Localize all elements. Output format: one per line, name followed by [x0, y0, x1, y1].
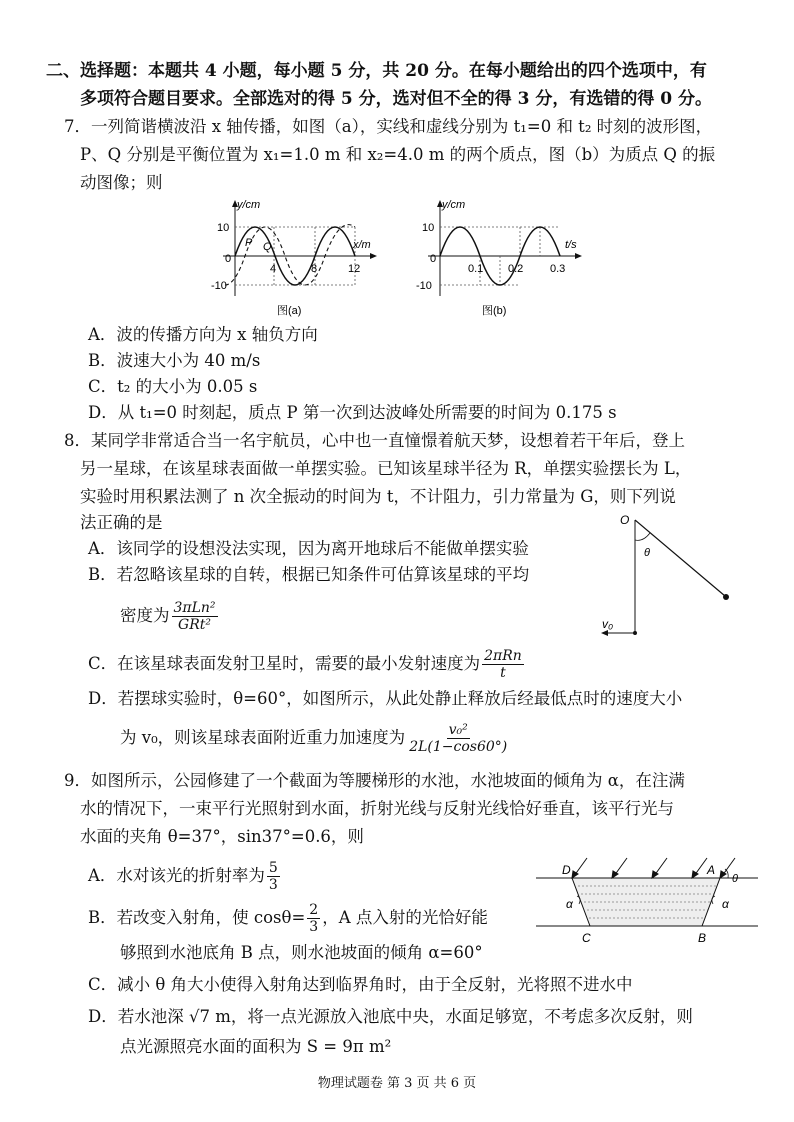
- q7b-xlabel: t/s: [565, 239, 577, 251]
- q9-stem-line1: 9．如图所示，公园修建了一个截面为等腰梯形的水池，水池坡面的倾角为 α，在注满: [64, 771, 685, 790]
- q7-stem-line1: 7．一列简谐横波沿 x 轴传播，如图（a），实线和虚线分别为 t₁=0 和 t₂ 时刻的波形图，: [64, 117, 713, 136]
- q9-label-alpha-left: α: [566, 897, 573, 911]
- q8-option-d-fraction: [407, 722, 509, 755]
- q7b-tick-10: 10: [422, 222, 435, 234]
- q7a-tick-0: 0: [225, 253, 232, 265]
- q7-option-b: B．波速大小为 40 m/s: [88, 351, 261, 370]
- q7-figure-b: [410, 196, 585, 321]
- q7a-dashed-wave: [225, 225, 355, 285]
- q9-stem-line3: 水面的夹角 θ=37°，sin37°=0.6，则: [80, 827, 364, 846]
- q8-stem-line1: 8．某同学非常适合当一名宇航员，心中也一直憧憬着航天梦，设想着若干年后，登上: [64, 431, 685, 450]
- q7a-tick-12: 12: [348, 263, 361, 275]
- q8-option-b: B．若忽略该星球的自转，根据已知条件可估算该星球的平均: [88, 565, 530, 584]
- q9-label-b: B: [698, 931, 707, 945]
- q7-stem-line2: P、Q 分别是平衡位置为 x₁=1.0 m 和 x₂=4.0 m 的两个质点，图（b）为质点 Q 的振: [80, 145, 716, 164]
- q7b-tick-03: 0.3: [550, 263, 566, 275]
- q8-option-b-den: GRt²: [178, 617, 211, 633]
- q8-stem-line4: 法正确的是: [80, 513, 163, 532]
- q7-stem-line3: 动图像；则: [80, 173, 163, 192]
- q8-option-d-text: 为 v₀，则该星球表面附近重力加速度为: [120, 728, 406, 747]
- q9-option-d-line2: 点光源照亮水面的面积为 S = 9π m²: [120, 1037, 392, 1056]
- q8-option-a: A．该同学的设想没法实现，因为离开地球后不能做单摆实验: [88, 539, 529, 558]
- q8-option-d: D．若摆球实验时，θ=60°，如图所示，从此处静止释放后经最低点时的速度大小: [88, 689, 683, 708]
- q8-option-d-num: v₀²: [448, 722, 468, 738]
- q8-option-c-fraction: [482, 648, 524, 681]
- q9-option-b-line2: 够照到水池底角 B 点，则水池坡面的倾角 α=60°: [120, 943, 483, 962]
- q7a-tick-4: 4: [270, 263, 277, 275]
- q9-option-b-num: 2: [309, 902, 319, 918]
- q7b-tick-02: 0.2: [508, 263, 524, 275]
- q8-label-theta: θ: [644, 547, 650, 559]
- q9-option-b-fraction: [307, 902, 320, 935]
- page-footer: 物理试题卷 第 3 页 共 6 页: [317, 1076, 477, 1091]
- q8-option-c-text: C．在该星球表面发射卫星时，需要的最小发射速度为: [88, 654, 481, 673]
- q9-option-c: C．减小 θ 角大小使得入射角达到临界角时，由于全反射，光将照不进水中: [88, 975, 633, 994]
- q8-option-c-num: 2πRn: [484, 648, 522, 664]
- q8-pendulum-figure: [590, 508, 760, 643]
- q8-option-d-den: 2L(1−cos60°): [409, 739, 508, 755]
- q9-option-a-text: A．水对该光的折射率为: [88, 866, 265, 885]
- q9-option-a: [88, 856, 282, 896]
- q9-option-b-den: 3: [309, 919, 319, 935]
- q7-option-c: C．t₂ 的大小为 0.05 s: [88, 377, 258, 396]
- q9-stem-line2: 水的情况下，一束平行光照射到水面，折射光线与反射光线恰好垂直，该平行光与: [80, 799, 674, 818]
- q7a-caption: 图(a): [277, 305, 302, 317]
- q8-option-b-fraction: [172, 600, 218, 633]
- q8-stem-line2: 另一星球，在该星球表面做一单摆实验。已知该星球半径为 R，单摆实验摆长为 L，: [80, 459, 692, 478]
- q7b-tick-01: 0.1: [468, 263, 484, 275]
- q9-label-theta: θ: [732, 873, 738, 885]
- q9-label-c: C: [582, 931, 591, 945]
- q9-option-d: D．若水池深 √7 m，将一点光源放入池底中央，水面足够宽，不考虑多次反射，则: [88, 1007, 693, 1026]
- q9-pool-figure: [532, 852, 762, 952]
- q7b-tick-0: 0: [430, 253, 437, 265]
- q7b-ylabel: y/cm: [442, 199, 466, 211]
- section-heading-line2: 多项符合题目要求。全部选对的得 5 分，选对但不全的得 3 分，有选错的得 0 分。: [80, 89, 712, 109]
- q9-option-a-fraction: [267, 860, 280, 893]
- q7-option-a: A．波的传播方向为 x 轴负方向: [88, 325, 318, 344]
- q9-option-a-den: 3: [268, 877, 278, 893]
- section-heading-line1: 二、选择题：本题共 4 小题，每小题 5 分，共 20 分。在每小题给出的四个选项中，有: [46, 61, 707, 81]
- q7-option-d: D．从 t₁=0 时刻起，质点 P 第一次到达波峰处所需要的时间为 0.175 s: [88, 403, 617, 422]
- q9-option-b: [88, 898, 488, 938]
- q8-option-b-num: 3πLn²: [173, 600, 216, 616]
- q8-label-v0: v₀: [602, 617, 614, 631]
- q8-label-o: O: [620, 513, 630, 527]
- q8-option-d-line2: [120, 718, 511, 758]
- q7a-tick-8: 8: [311, 263, 318, 275]
- q8-option-c-den: t: [500, 665, 506, 681]
- q8-option-b-line2: [120, 598, 220, 634]
- q7a-label-p: P: [245, 237, 253, 249]
- q8-option-c: [88, 646, 526, 682]
- q7a-label-q: Q: [263, 241, 272, 253]
- q9-label-alpha-right: α: [722, 897, 729, 911]
- q8-stem-line3: 实验时用积累法测了 n 次全振动的时间为 t，不计阻力，引力常量为 G，则下列说: [80, 487, 676, 506]
- q7a-tick-10: 10: [217, 222, 230, 234]
- q9-label-a: A: [707, 863, 716, 877]
- q7a-xlabel: x/m: [353, 239, 371, 251]
- q9-label-d: D: [562, 863, 571, 877]
- q7a-tick-neg10: -10: [211, 280, 227, 292]
- q9-option-b-text: B．若改变入射角，使 cosθ=: [88, 908, 306, 927]
- q9-option-b-text2: ，A 点入射的光恰好能: [322, 908, 488, 927]
- q7b-caption: 图(b): [482, 305, 507, 317]
- q7-figure-a: [205, 196, 380, 321]
- q8-option-b-text: 密度为: [120, 606, 170, 625]
- q7a-ylabel: y/cm: [237, 199, 261, 211]
- q9-option-a-num: 5: [268, 860, 278, 876]
- q7b-tick-neg10: -10: [416, 280, 432, 292]
